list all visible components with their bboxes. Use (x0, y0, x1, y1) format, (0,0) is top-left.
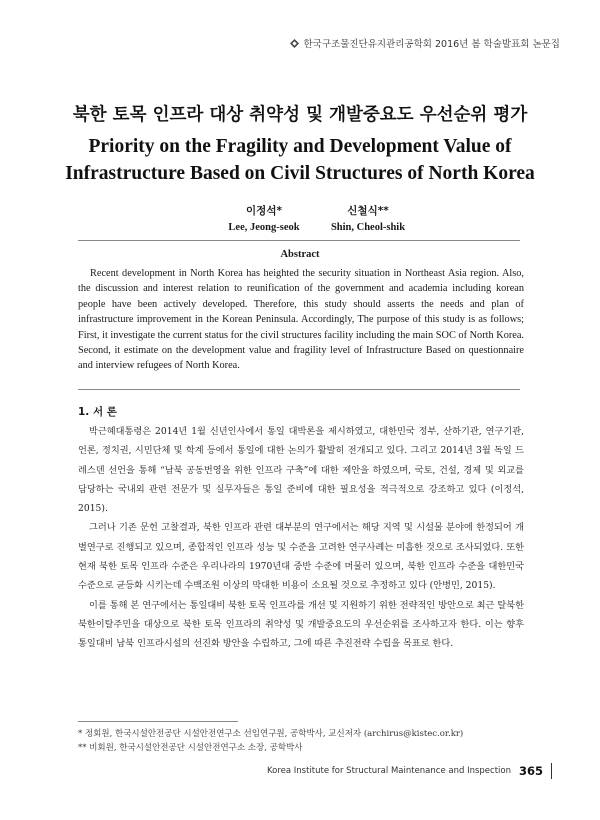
author-2-english-name: Shin, Cheol-shik (330, 222, 406, 233)
english-title (60, 133, 540, 187)
footer-institution: Korea Institute for Structural Maintenance and Inspection (266, 766, 511, 776)
introduction-paragraph-3: 이를 통해 본 연구에서는 통일대비 북한 토목 인프라를 개선 및 지원하기 위한 전략적인 방안으로 최근 탈북한 북한이탈주민을 대상으로 북한 토목 인프라의 취약성 및 개발중요도의 우선순위를 조사하고자 한다. 이는 향후 통일대비 남북 인프라시설의 선진화 방안을 수립하고, 그에 따른 추진전략 수립을 목표로 한다. (78, 599, 524, 650)
author-1 (214, 203, 314, 233)
diamond-logo-icon (290, 39, 299, 48)
english-title-line-1: Priority on the Fragility and Development Value of (88, 136, 512, 157)
footnote-2: ** 비회원, 한국시설안전공단 시설안전연구소 소장, 공학박사 (78, 743, 303, 753)
footnote-1: * 정회원, 한국시설안전공단 시설안전연구소 선임연구원, 공학박사, 교신저자 (archirus@kistec.or.kr) (78, 729, 464, 739)
abstract-heading: Abstract (280, 249, 320, 260)
abstract-bottom-rule (78, 389, 520, 390)
introduction-paragraph-1: 박근혜대통령은 2014년 1월 신년인사에서 통일 대박론을 제시하였고, 대한민국 정부, 산하기관, 연구기관, 언론, 정치권, 시민단체 및 학계 등에서 통일에 대한 논의가 활발히 전개되고 있다. 그리고 2014년 3월 독일 드레스덴 선언을 통해 “남북 공동번영을 위한 인프라 구축”에 대한 제안을 하였으며, 국토, 건설, 경제 및 외교를 담당하는 국내외 관련 전문가 및 실무자들은 통일 준비에 대한 필요성을 적극적으로 강조하고 있다 (이정석, 2015). (78, 426, 524, 515)
page-number: 365 (518, 764, 543, 778)
section-heading-introduction: 1. 서 론 (78, 406, 117, 418)
footnotes (78, 727, 524, 755)
author-1-korean-name: 이정석* (246, 205, 282, 217)
abstract-top-rule (78, 240, 520, 241)
page-footer (267, 763, 552, 779)
author-1-english-name: Lee, Jeong-seok (228, 222, 300, 233)
abstract-body: Recent development in North Korea has heighted the security situation in Northeast Asia region. Also, the discussion and interest relation to reunification of the government and academia including korean people have been actively developed. Therefore, this study should asserts the needs and plan of infrastructure improvement in the Korean Peninsula. Accordingly, The purpose of this study is as follows; First, it investigate the current status for the civil structures facility including the main SOC of North Korea. Second, it estimate on the development value and fragility level of Infrastructure Based on questionnaire and interview refugees of North Korea. (78, 268, 524, 372)
running-title: 한국구조물진단유지관리공학회 2016년 봄 학술발표회 논문집 (303, 39, 560, 50)
author-2 (318, 203, 418, 233)
running-header (290, 36, 560, 50)
korean-title: 북한 토목 인프라 대상 취약성 및 개발중요도 우선순위 평가 (72, 105, 528, 125)
introduction-body (78, 422, 524, 654)
footnote-rule (78, 721, 238, 722)
english-title-line-2: Infrastructure Based on Civil Structures of North Korea (65, 163, 535, 184)
introduction-paragraph-2: 그러나 기존 문헌 고찰결과, 북한 인프라 관련 대부분의 연구에서는 해당 지역 및 시설물 분야에 한정되어 개별연구로 진행되고 있으며, 종합적인 인프라 성능 및 수준을 고려한 연구사례는 미흡한 것으로 조사되었다. 또한 현재 북한 토목 인프라 수준은 우리나라의 1970년대 중반 수준에 머물러 있으며, 북한 인프라 수준을 대한민국 수준으로 균등화 시키는데 수백조원 이상의 막대한 비용이 소요될 것으로 추정하고 있다 (안병민, 2015). (78, 522, 524, 592)
author-2-korean-name: 신철식** (347, 205, 389, 217)
footer-divider (551, 763, 552, 779)
